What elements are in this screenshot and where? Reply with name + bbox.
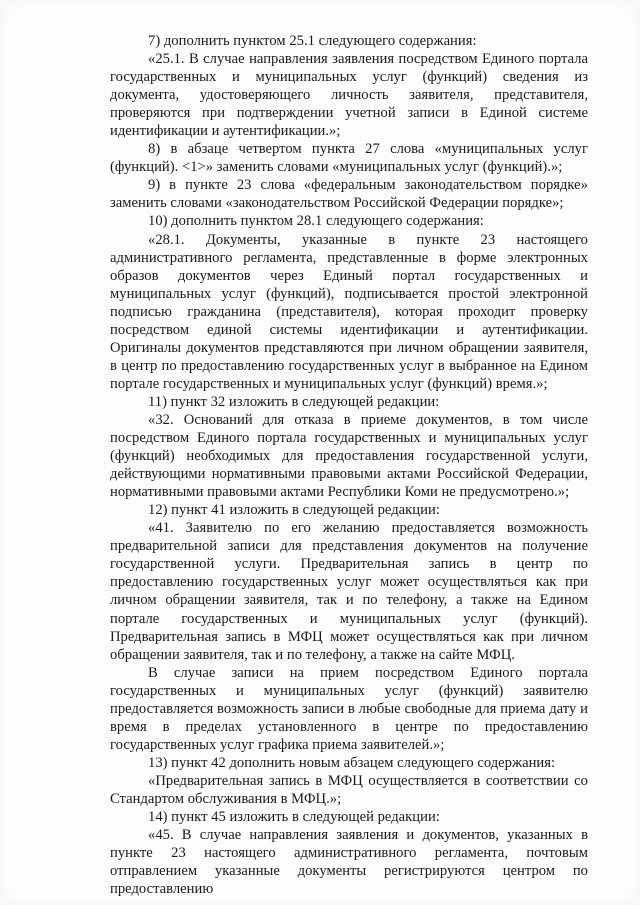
paragraph-41: «41. Заявителю по его желанию предоставляется возможность предварительной записи для представления документов на получение государственной услуги. Предварительная запись в центр по предоставлению государственных услуг может осуществляться как при личном обращении заявителя, так и по телефону, а также на Едином портале государственных и муниципальных услуг (функций). Предварительная запись в МФЦ может осуществляться как при личном обращении заявителя, так и по телефону, а также на сайте МФЦ. [110, 520, 588, 663]
paragraph-28-1: «28.1. Документы, указанные в пункте 23 настоящего административного регламента, представленные в форме электронных образов документов через Единый портал государственных и муниципальных услуг (функций), подписывается простой электронной подписью гражданина (представителя), которая проходит проверку посредством единой системы идентификации и аутентификации. Оригиналы документов представляются при личном обращении заявителя, в центр по предоставлению государственных услуг в выбранное на Едином портале государственных и муниципальных услуг (функций) время.»; [110, 231, 588, 392]
paragraph-item-12: 12) пункт 41 изложить в следующей редакции: [148, 502, 440, 519]
paragraph-32: «32. Оснований для отказа в приеме документов, в том числе посредством Единого портала государственных и муниципальных услуг (функций) необходимых для предоставления государственной услуги, действующими нормативными правовыми актами Российской Федерации, нормативными правовыми актами Республики Коми не предусмотрено.»; [110, 411, 588, 501]
paragraph-item-10: 10) дополнить пунктом 28.1 следующего содержания: [148, 213, 484, 230]
paragraph-42-addition: «Предварительная запись в МФЦ осуществляется в соответствии со Стандартом обслуживания в МФЦ.»; [110, 772, 588, 807]
paragraph-item-14: 14) пункт 45 изложить в следующей редакции: [148, 809, 440, 826]
document-body [110, 32, 588, 898]
paragraph-item-8: 8) в абзаце четвертом пункта 27 слова «муниципальных услуг (функций). <1>» заменить словами «муниципальных услуг (функций).»; [110, 141, 588, 176]
paragraph-item-11: 11) пункт 32 изложить в следующей редакции: [148, 393, 440, 410]
paragraph-45: «45. В случае направления заявления и документов, указанных в пункте 23 настоящего административного регламента, почтовым отправлением указанные документы регистрируются центром по предоставлению [110, 827, 588, 898]
paragraph-25-1: «25.1. В случае направления заявления посредством Единого портала государственных и муниципальных услуг (функций) сведения из документа, удостоверяющего личность заявителя, представителя, проверяются при подтверждении учетной записи в Единой системе идентификации и аутентификации.»; [110, 51, 588, 140]
paragraph-41-second: В случае записи на прием посредством Единого портала государственных и муниципальных услуг (функций) заявителю предоставляется возможность записи в любые свободные для приема дату и время в пределах установленного в центре по предоставлению государственных услуг графика приема заявителей.»; [110, 664, 588, 753]
paragraph-item-9: 9) в пункте 23 слова «федеральным законодательством порядке» заменить словами «законодательством Российской Федерации порядке»; [110, 177, 588, 212]
paragraph-item-7: 7) дополнить пунктом 25.1 следующего содержания: [148, 33, 477, 49]
paragraph-item-13: 13) пункт 42 дополнить новым абзацем следующего содержания: [148, 754, 556, 771]
